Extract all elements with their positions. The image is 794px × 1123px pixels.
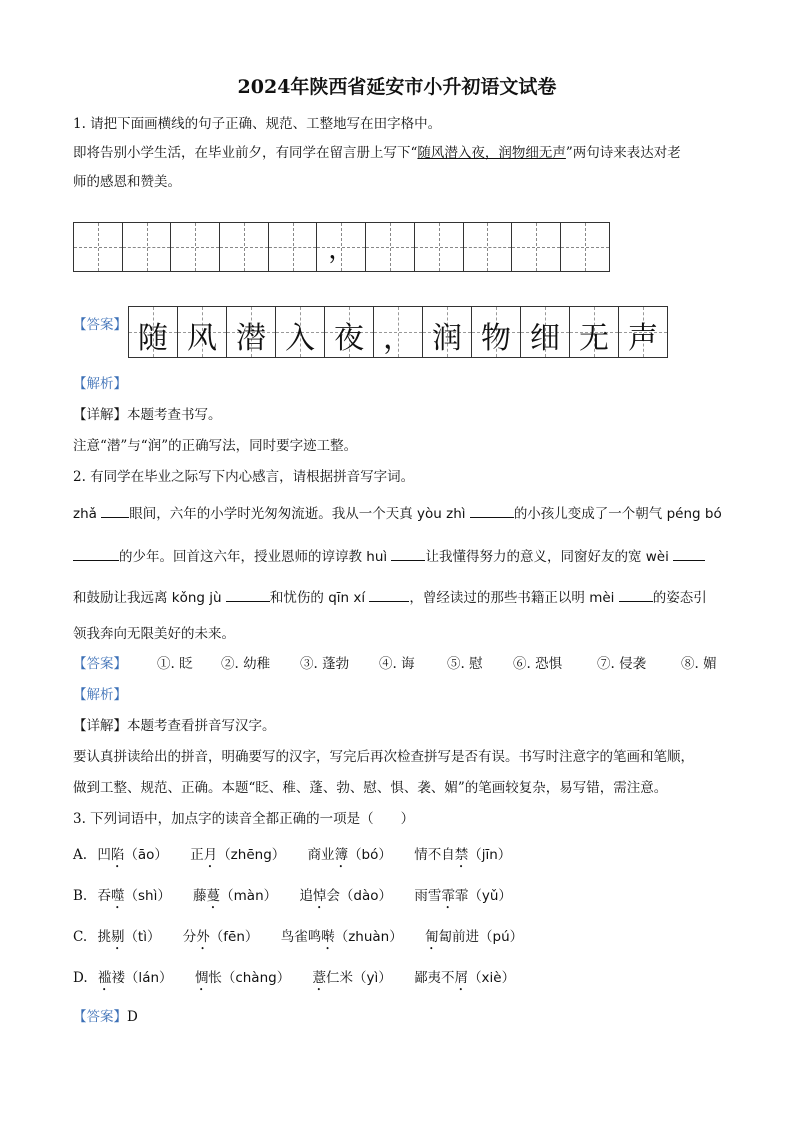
fill-blank[interactable] [226, 589, 270, 602]
option-letter: C. [73, 929, 88, 945]
q2-detail: 【详解】本题考查看拼音写汉字。 [73, 718, 276, 734]
option-letter: A. [73, 847, 88, 863]
answer-cell [178, 307, 227, 357]
answer-item: ③. 蓬勃 [300, 656, 350, 672]
fill-blank[interactable] [391, 548, 425, 561]
q1-passage-part-b: ”两句诗来表达对老 [565, 145, 681, 161]
q2-passage-line2 [73, 545, 705, 565]
answer-item: ⑦. 侵袭 [597, 656, 647, 672]
option-letter: D. [73, 970, 88, 986]
q2-stem: 2. 有同学在毕业之际写下内心感言，请根据拼音写字词。 [73, 469, 415, 485]
option-item: 鸟雀鸣啭（zhuàn） [280, 929, 403, 945]
option-item: 追悼会（dào） [299, 888, 393, 904]
answer-writing-grid [128, 306, 668, 358]
passage-text: 的少年。回首这六年，授业恩师的谆谆教 [119, 549, 362, 565]
q1-underlined-verse: 随风潜入夜，润物细无声 [417, 145, 566, 161]
q2-answer-row [73, 652, 717, 672]
answer-char: 夜 [334, 321, 364, 356]
answer-char: 入 [285, 321, 315, 356]
pinyin: zhǎ [73, 506, 97, 522]
option-item: 褴褛（lán） [97, 970, 173, 986]
option-item: 挑剔（tì） [97, 929, 161, 945]
option-item: 分外（fēn） [182, 929, 259, 945]
q3-answer-label: 【答案】 [73, 1009, 127, 1025]
answer-cell [423, 307, 472, 357]
option-item: 凹陷（āo） [97, 847, 168, 863]
q1-passage-line2: 师的感恩和赞美。 [73, 174, 181, 190]
q2-answer-label: 【答案】 [73, 656, 127, 672]
q2-passage-line1 [73, 502, 722, 522]
pinyin: huì [366, 549, 388, 565]
option-c[interactable] [73, 925, 523, 953]
fill-blank[interactable] [619, 589, 653, 602]
answer-cell [276, 307, 325, 357]
passage-text: 让我懂得努力的意义，同窗好友的宽 [425, 549, 642, 565]
passage-text: 眼间，六年的小学时光匆匆流逝。我从一个天真 [129, 506, 413, 522]
pinyin: wèi [645, 549, 669, 565]
q2-passage-line4: 领我奔向无限美好的未来。 [73, 626, 235, 642]
answer-item: ⑤. 慰 [447, 656, 483, 672]
answer-cell [472, 307, 521, 357]
pinyin: mèi [589, 590, 615, 606]
page-title: 2024年陕西省延安市小升初语文试卷 [237, 76, 557, 98]
option-item: 藤蔓（màn） [193, 888, 278, 904]
passage-text: ，曾经读过的那些书籍正以明 [409, 590, 585, 606]
q1-passage-line1 [73, 141, 681, 161]
option-item: 情不自禁（jīn） [414, 847, 512, 863]
fill-blank[interactable] [101, 505, 129, 518]
grid-cell[interactable] [512, 223, 561, 271]
q1-analysis-label: 【解析】 [73, 376, 127, 392]
answer-item: ⑥. 恐惧 [513, 656, 563, 672]
q2-explanation-line2: 做到工整、规范、正确。本题“眨、稚、蓬、勃、慰、惧、袭、媚”的笔画较复杂，易写错，需注意。 [73, 780, 668, 796]
q1-passage-part-a: 即将告别小学生活，在毕业前夕，有同学在留言册上写下“ [73, 145, 418, 161]
option-item: 惆怅（chàng） [194, 970, 291, 986]
pinyin: qīn xí [328, 590, 366, 606]
answer-char: 细 [530, 321, 560, 356]
answer-char: 声 [628, 321, 658, 356]
grid-cell[interactable] [269, 223, 318, 271]
fill-blank[interactable] [673, 548, 705, 561]
answer-char: 随 [138, 321, 168, 356]
option-a[interactable] [73, 843, 511, 871]
grid-cell[interactable] [415, 223, 464, 271]
grid-cell[interactable] [366, 223, 415, 271]
answer-cell [619, 307, 668, 357]
option-item: 鄙夷不屑（xiè） [414, 970, 516, 986]
answer-cell [325, 307, 374, 357]
option-item: 商业簿（bó） [307, 847, 392, 863]
q2-analysis-label: 【解析】 [73, 687, 127, 703]
answer-char: 潜 [236, 321, 266, 356]
grid-cell[interactable] [317, 223, 366, 271]
pinyin: péng bó [666, 506, 722, 522]
answer-cell [227, 307, 276, 357]
grid-cell[interactable] [123, 223, 172, 271]
grid-cell[interactable] [561, 223, 610, 271]
q3-answer [73, 1005, 138, 1025]
pinyin: yòu zhì [417, 506, 466, 522]
passage-text: 的小孩儿变成了一个朝气 [513, 506, 663, 522]
q3-answer-value: D [127, 1009, 138, 1025]
passage-text: 和忧伤的 [269, 590, 324, 606]
q1-detail: 【详解】本题考查书写。 [73, 407, 222, 423]
option-b[interactable] [73, 884, 512, 912]
answer-item: ②. 幼稚 [221, 656, 271, 672]
option-item: 匍匐前进（pú） [425, 929, 524, 945]
grid-cell[interactable] [74, 223, 123, 271]
option-item: 薏仁米（yì） [312, 970, 392, 986]
q3-stem: 3. 下列词语中，加点字的读音全都正确的一项是（ ） [73, 811, 415, 827]
q1-note: 注意“潜”与“润”的正确写法，同时要字迹工整。 [73, 438, 358, 454]
grid-cell[interactable] [171, 223, 220, 271]
answer-char: 润 [432, 321, 462, 356]
answer-item: ⑧. 媚 [681, 656, 717, 672]
answer-cell [129, 307, 178, 357]
option-letter: B. [73, 888, 88, 904]
pinyin: kǒng jù [171, 590, 222, 606]
answer-char: 物 [481, 321, 511, 356]
fill-blank[interactable] [73, 548, 119, 561]
option-item: 正月（zhēng） [190, 847, 286, 863]
q1-stem: 1. 请把下面画横线的句子正确、规范、工整地写在田字格中。 [73, 116, 442, 132]
grid-comma: ， [328, 235, 355, 265]
answer-char: ， [383, 321, 413, 356]
option-d[interactable] [73, 966, 515, 994]
answer-cell [374, 307, 423, 357]
answer-cell [521, 307, 570, 357]
passage-text: 的姿态引 [652, 590, 707, 606]
answer-char: 风 [187, 321, 217, 356]
answer-item: ④. 诲 [379, 656, 415, 672]
q1-answer-label: 【答案】 [73, 317, 127, 333]
option-item: 雨雪霏霏（yǔ） [414, 888, 512, 904]
answer-char: 无 [579, 321, 609, 356]
grid-cell[interactable] [464, 223, 513, 271]
answer-item: ①. 眨 [157, 656, 193, 672]
q2-passage-line3 [73, 586, 707, 606]
passage-text: 和鼓励让我远离 [73, 590, 168, 606]
answer-cell [570, 307, 619, 357]
empty-writing-grid[interactable] [73, 222, 610, 272]
option-item: 吞噬（shì） [97, 888, 171, 904]
q2-explanation-line1: 要认真拼读给出的拼音，明确要写的汉字，写完后再次检查拼写是否有误。书写时注意字的笔画和笔顺， [73, 749, 694, 765]
fill-blank[interactable] [470, 505, 514, 518]
grid-cell[interactable] [220, 223, 269, 271]
fill-blank[interactable] [369, 589, 409, 602]
